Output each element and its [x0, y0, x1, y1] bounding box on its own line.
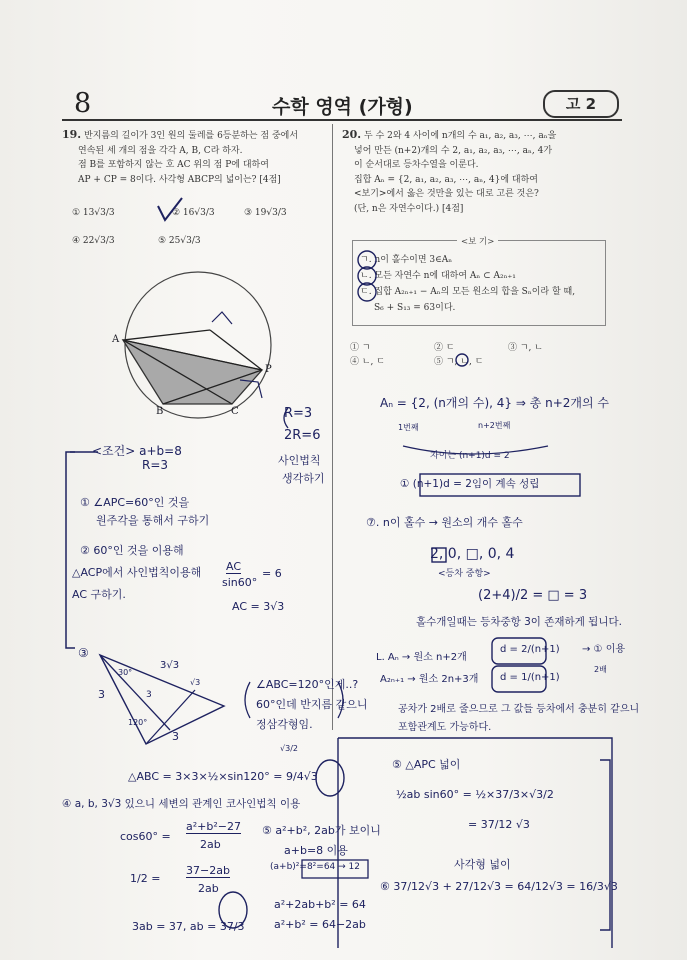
- choice-1[interactable]: ① 13√3/3: [72, 208, 115, 218]
- hw-AC: AC: [226, 560, 242, 573]
- q20-line: 두 수 2와 4 사이에 n개의 수 a₁, a₂, a₃, ⋯, aₙ을: [364, 131, 557, 141]
- hw-r-step5c: = 37/12 √3: [468, 818, 530, 831]
- hw-cos60: cos60° =: [120, 830, 171, 843]
- choice-3[interactable]: ③ ㄱ, ㄴ: [508, 343, 543, 353]
- hw-step4: ④ a, b, 3√3 있으니 세변의 관계인 코사인법칙 이용: [62, 798, 301, 810]
- hw-r-step5: ⑤ △APC 넓이: [392, 758, 461, 771]
- label-A: A: [112, 334, 120, 345]
- choice-3[interactable]: ③ 19√3/3: [244, 208, 287, 218]
- bogi-item-1: ㄱ. n이 홀수이면 3∈Aₙ: [360, 255, 453, 265]
- hw-step2: ② 60°인 것을 이용해: [80, 544, 184, 557]
- hw-half-den: 2ab: [198, 882, 219, 895]
- hw-step3-text: ∠ABC=120°인게..?: [256, 678, 359, 691]
- tri-label-3a: 3: [98, 688, 105, 701]
- hw-d1: d = 2/(n+1): [500, 644, 560, 655]
- hw-sine-law: 사인법칙: [278, 454, 321, 467]
- choice-5[interactable]: ⑤ 25√3/3: [158, 236, 201, 246]
- hw-d2: d = 1/(n+1): [500, 672, 560, 683]
- hw-step1b: 원주각을 통해서 구하기: [96, 514, 210, 527]
- hw-area-eq: △ABC = 3×3×½×sin120° = 9/4√3: [128, 770, 318, 783]
- q20-line: 집합 Aₙ = {2, a₁, a₂, a₃, ⋯, aₙ, 4}에 대하여: [354, 174, 538, 185]
- hw-double: 2배: [594, 665, 607, 674]
- hw-think: 생각하기: [282, 472, 325, 485]
- bogi-item-4: S₆ + S₁₃ = 63이다.: [374, 303, 456, 313]
- question-number: 20.: [342, 128, 362, 141]
- question-number: 19.: [62, 128, 82, 141]
- hw-area-note: √3/2: [280, 744, 298, 753]
- choice-4[interactable]: ④ 22√3/3: [72, 236, 115, 246]
- choice-2[interactable]: ② ㄷ: [434, 343, 455, 353]
- hw-AC-value: AC = 3√3: [232, 600, 285, 613]
- hw-sin60: sin60°: [222, 576, 258, 589]
- q19-line: AP + CP = 8이다. 사각형 ABCP의 넓이는? [4점]: [78, 174, 281, 185]
- grade-badge: 고 2: [543, 90, 619, 118]
- label-C: C: [231, 406, 239, 417]
- hw-step5e: a²+b² = 64−2ab: [274, 918, 366, 931]
- tri-label-3b: 3: [172, 730, 179, 743]
- hw-stepL-text2: 포함관계도 가능하다.: [398, 722, 492, 733]
- label-B: B: [156, 406, 164, 417]
- hw-note-last: n+2번째: [478, 421, 511, 430]
- bogi-item-3: ㄷ. 집합 A₂ₙ₊₁ − Aₙ의 모든 원소의 합을 Sₙ이라 할 때,: [360, 287, 576, 297]
- hw-half: 1/2 =: [130, 872, 161, 885]
- hw-mean-note: 홀수개일때는 등차중항 3이 존재하게 됩니다.: [416, 616, 622, 628]
- hw-note-diff: 차이는 (n+1)d = 2: [430, 451, 510, 461]
- hw-step7: ⑦. n이 홀수 → 원소의 개수 홀수: [366, 516, 523, 529]
- hw-step2c: AC 구하기.: [72, 588, 126, 601]
- hw-step3-text3: 정삼각형임.: [256, 718, 313, 731]
- hw-stepL: L. Aₙ → 원소 n+2개: [376, 652, 467, 663]
- hw-ab-eq: 3ab = 37, ab = 37/3: [132, 920, 245, 933]
- hw-stepL2: A₂ₙ₊₁ → 원소 2n+3개: [380, 674, 479, 685]
- hw-mean: (2+4)/2 = □ = 3: [478, 588, 588, 603]
- q20-line: 넣어 만든 (n+2)개의 수 2, a₁, a₂, a₃, ⋯, aₙ, 4가: [354, 145, 553, 156]
- tri-label-120: 120°: [128, 718, 148, 727]
- page-number: 8: [74, 88, 92, 119]
- hw-step5: ⑤ a²+b², 2ab가 보이니: [262, 824, 381, 837]
- q19-line: 반지름의 길이가 3인 원의 둘레를 6등분하는 점 중에서: [84, 131, 299, 141]
- q19-line: 점 B를 포함하지 않는 호 AC 위의 점 P에 대하여: [78, 160, 269, 170]
- hw-cos-num: a²+b²−27: [186, 820, 241, 833]
- bogi-title: <보 기>: [457, 235, 498, 247]
- tri-label-3r3: 3√3: [160, 660, 180, 671]
- hw-note-first: 1번째: [398, 423, 419, 432]
- tri-label-30: 30°: [118, 668, 133, 677]
- hw-given-R: R=3: [142, 458, 169, 472]
- hw-step5c: (a+b)²=8²=64 → 12: [270, 862, 360, 872]
- hw-seq-note: <등차 중항>: [438, 569, 491, 579]
- hw-step5d: a²+2ab+b² = 64: [274, 898, 366, 911]
- hw-step3-mark: ③: [78, 646, 89, 660]
- q20-line: <보기>에서 옳은 것만을 있는 대로 고른 것은?: [354, 189, 539, 199]
- q20-line: (단, n은 자연수이다.) [4점]: [354, 203, 464, 214]
- choice-1[interactable]: ① ㄱ: [350, 343, 371, 353]
- hw-step3-text2: 60°인데 반지름 같으니: [256, 698, 368, 711]
- q20-line: 이 순서대로 등차수열을 이룬다.: [354, 160, 479, 170]
- page-title: 수학 영역 (가형): [272, 96, 413, 118]
- hw-r-step6: ⑥ 37/12√3 + 27/12√3 = 64/12√3 = 16/3√3: [380, 880, 618, 893]
- bogi-item-2: ㄴ. 모든 자연수 n에 대하여 Aₙ ⊂ A₂ₙ₊₁: [360, 271, 516, 281]
- hw-use1: → ① 이용: [582, 644, 626, 655]
- hw-r-step6-title: 사각형 넓이: [454, 858, 511, 871]
- hw-eq6: = 6: [262, 567, 282, 580]
- tri-label-r3: √3: [190, 678, 201, 687]
- q19-line: 연속된 세 개의 점을 각각 A, B, C라 하자.: [78, 145, 243, 156]
- hw-2R6: 2R=6: [284, 428, 321, 443]
- hw-step5b: a+b=8 이용: [284, 844, 348, 857]
- hw-step2b: △ACP에서 사인법칙이용해: [72, 566, 202, 579]
- hw-R3: R=3: [284, 406, 313, 421]
- tri-label-3c: 3: [146, 690, 152, 700]
- hw-seq: 2, 0, □, 0, 4: [430, 546, 515, 562]
- hw-An-def: Aₙ = {2, (n개의 수), 4} ⇒ 총 n+2개의 수: [380, 396, 610, 410]
- hw-r-step5b: ½ab sin60° = ½×37/3×√3/2: [396, 788, 554, 801]
- hw-cos-den: 2ab: [200, 838, 221, 851]
- hw-note-rule: ① (n+1)d = 2임이 계속 성립: [400, 478, 540, 490]
- choice-4[interactable]: ④ ㄴ, ㄷ: [350, 357, 385, 367]
- choice-5[interactable]: ⑤ ㄱ, ㄴ, ㄷ: [434, 357, 484, 367]
- label-P: P: [265, 364, 272, 375]
- hw-step1: ① ∠APC=60°인 것을: [80, 496, 190, 509]
- choice-2[interactable]: ② 16√3/3: [172, 208, 215, 218]
- hw-given: <조건> a+b=8: [92, 444, 182, 458]
- hw-half-num: 37−2ab: [186, 864, 230, 877]
- hw-stepL-text: 공차가 2배로 줄으므로 그 값들 등차에서 충분히 같으니: [398, 704, 640, 715]
